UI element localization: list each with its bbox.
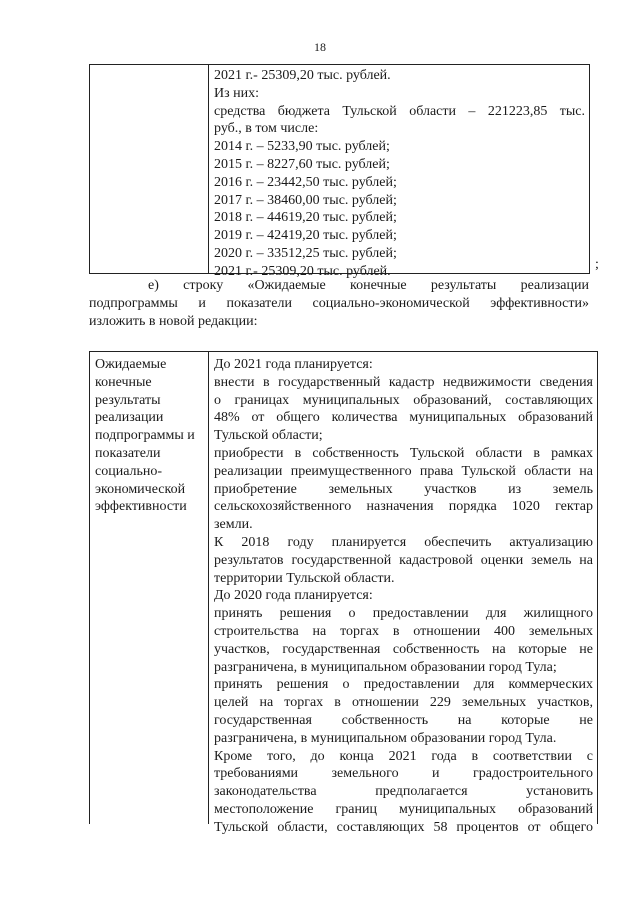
content-line: целей на торгах в отношении 229 земельных участков, [214,695,593,711]
label-line: социально- [95,463,163,479]
funding-column [214,67,585,281]
content-line: До 2020 года планируется: [214,588,373,604]
funding-line: 2019 г. – 42419,20 тыс. рублей; [214,228,397,244]
funding-line: 2015 г. – 8227,60 тыс. рублей; [214,156,390,172]
label-line: реализации [95,410,164,426]
content-line: земли. [214,517,253,533]
content-line: Тульской области; [214,428,323,444]
funding-line: 2021 г.- 25309,20 тыс. рублей. [214,263,391,279]
funding-line: 2014 г. – 5233,90 тыс. рублей; [214,139,390,155]
expected-results-table [89,351,598,835]
paragraph-line: изложить в новой редакции: [89,314,258,329]
page-number: 18 [314,40,326,54]
label-line: экономической [95,481,186,497]
paragraph-line: подпрограммы и показатели социально-экономической эффективности» [89,296,589,311]
content-line: местоположение границ муниципальных образований [214,801,593,817]
label-line: подпрограммы и [95,428,195,444]
content-line: разграничена, в муниципальном образовании город Тула. [214,730,557,746]
funding-line: 2020 г. – 33512,25 тыс. рублей; [214,245,397,261]
content-line: результатов государственной кадастровой оценки земель на [214,552,593,568]
content-line: участков, государственная собственность на которые не [214,641,593,657]
label-line: эффективности [95,499,187,515]
content-line: государственная собственность на которые не [214,712,593,728]
content-line: реализации преимущественного права Тульской области на [214,463,593,479]
content-line: требованиями земельного и градостроительного [214,766,593,782]
content-line: приобрести в собственность Тульской области в рамках [214,445,593,461]
content-line: Кроме того, до конца 2021 года в соответствии с [214,748,593,764]
paragraph-line: е) строку «Ожидаемые конечные результаты реализации [148,278,589,293]
amendment-paragraph [89,277,589,331]
content-line: К 2018 году планируется обеспечить актуализацию [214,534,593,550]
content-line: До 2021 года планируется: [214,357,373,372]
content-line: принять решения о предоставлении для коммерческих [214,677,593,693]
row-label [95,356,203,516]
funding-line: Из них: [214,85,260,101]
content-line: сельскохозяйственного назначения порядка 1020 гектар [214,499,593,515]
trailing-semicolon: ; [595,257,599,272]
funding-line: 2018 г. – 44619,20 тыс. рублей; [214,210,397,226]
column-divider [208,352,209,824]
label-line: конечные [95,374,152,390]
funding-line: руб., в том числе: [214,121,319,137]
content-line: Тульской области, составляющих 58 процентов от общего [214,819,593,835]
column-divider [208,65,209,273]
content-line: законодательства предполагается установить [214,784,593,800]
funding-table-continued [89,64,590,279]
funding-line: 2021 г.- 25309,20 тыс. рублей. [214,68,391,83]
content-line: разграничена, в муниципальном образовании город Тула; [214,659,557,675]
label-line: результаты [95,392,161,408]
content-line: строительства на торгах в отношении 400 земельных [214,623,593,639]
content-line: приобретение земельных участков из земель [214,481,593,497]
funding-line: 2017 г. – 38460,00 тыс. рублей; [214,192,397,208]
content-line: о границах муниципальных образований, составляющих [214,392,593,408]
content-line: внести в государственный кадастр недвижимости сведения [214,374,593,390]
label-line: Ожидаемые [95,357,167,372]
row-content [214,356,593,837]
funding-line: 2016 г. – 23442,50 тыс. рублей; [214,174,397,190]
content-line: 48% от общего количества муниципальных образований [214,410,593,426]
content-line: принять решения о предоставлении для жилищного [214,606,593,622]
funding-line: средства бюджета Тульской области – 221223,85 тыс. [214,103,585,119]
label-line: показатели [95,445,161,461]
content-line: территории Тульской области. [214,570,395,586]
